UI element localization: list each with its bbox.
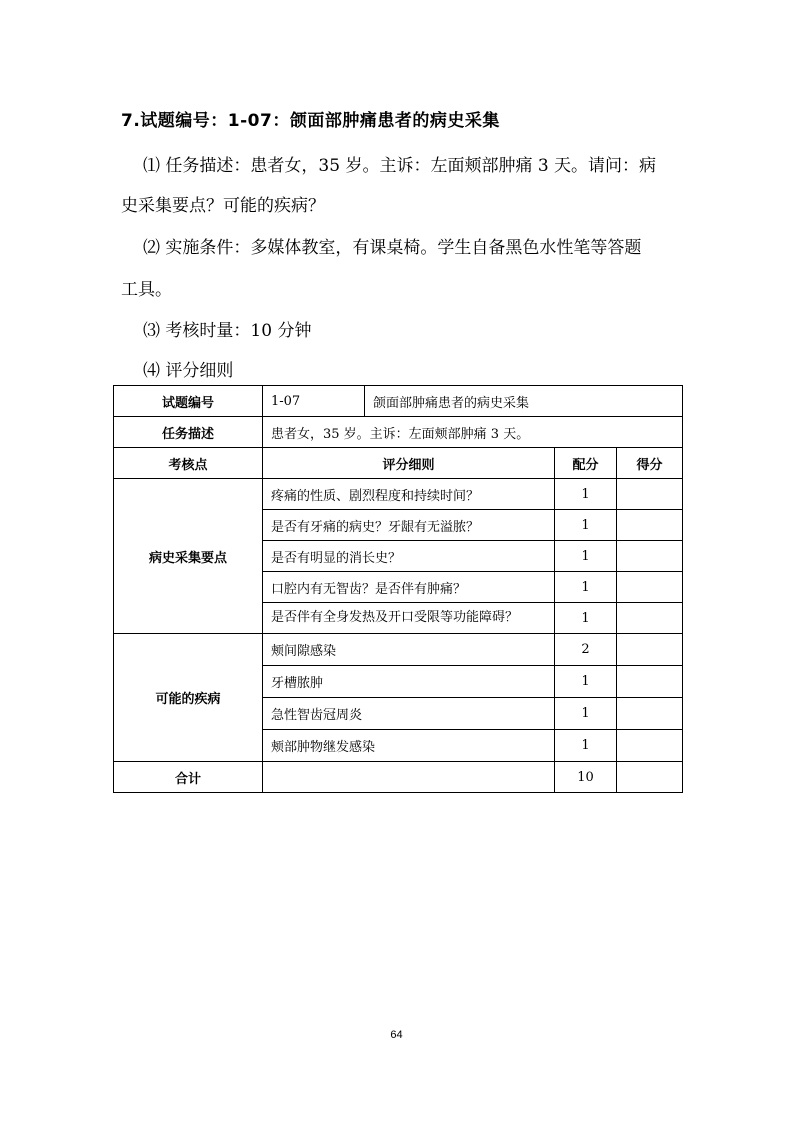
scoring-table — [113, 385, 683, 793]
criterion-score: 1 — [555, 479, 617, 510]
criterion-score: 2 — [555, 634, 617, 666]
header-got: 得分 — [617, 448, 683, 479]
total-score-cell: 10 — [555, 762, 617, 793]
criterion-score: 1 — [555, 730, 617, 762]
total-label-cell: 合计 — [114, 762, 263, 793]
score-obtained-cell — [617, 572, 683, 603]
score-obtained-cell — [617, 541, 683, 572]
task-description-line1: ⑴ 任务描述：患者女，35 岁。主诉：左面颊部肿痛 3 天。请问：病 — [143, 156, 657, 176]
criterion-score: 1 — [555, 666, 617, 698]
topic-cell: 颌面部肿痛患者的病史采集 — [365, 386, 683, 417]
id-value-cell: 1-07 — [263, 386, 365, 417]
criterion-text: 是否有明显的消长史？ — [263, 541, 555, 572]
conditions-line1: ⑵ 实施条件：多媒体教室，有课桌椅。学生自备黑色水性笔等答题 — [143, 238, 642, 258]
group-label-history: 病史采集要点 — [114, 479, 263, 634]
criterion-score: 1 — [555, 698, 617, 730]
criterion-text: 急性智齿冠周炎 — [263, 698, 555, 730]
score-obtained-cell — [617, 479, 683, 510]
table-header-row — [114, 448, 683, 479]
page-number: 64 — [390, 1029, 403, 1041]
score-obtained-cell — [617, 603, 683, 634]
header-detail: 评分细则 — [263, 448, 555, 479]
criterion-text: 是否有牙痛的病史？牙龈有无溢脓？ — [263, 510, 555, 541]
rubric-heading: ⑷ 评分细则 — [143, 361, 234, 381]
criterion-score: 1 — [555, 572, 617, 603]
conditions-line2: 工具。 — [121, 280, 172, 300]
exam-duration: ⑶ 考核时量：10 分钟 — [143, 321, 312, 341]
criterion-text: 牙槽脓肿 — [263, 666, 555, 698]
header-score: 配分 — [555, 448, 617, 479]
criterion-text: 颊间隙感染 — [263, 634, 555, 666]
total-empty-cell — [263, 762, 555, 793]
criterion-score: 1 — [555, 603, 617, 634]
criterion-text: 颊部肿物继发感染 — [263, 730, 555, 762]
group-label-diseases: 可能的疾病 — [114, 634, 263, 762]
id-label-cell: 试题编号 — [114, 386, 263, 417]
task-description-line2: 史采集要点？可能的疾病？ — [121, 196, 325, 216]
criterion-text: 口腔内有无智齿？是否伴有肿痛？ — [263, 572, 555, 603]
score-obtained-cell — [617, 666, 683, 698]
criterion-text: 疼痛的性质、剧烈程度和持续时间？ — [263, 479, 555, 510]
desc-label-cell: 任务描述 — [114, 417, 263, 448]
table-row — [114, 634, 683, 666]
table-row — [114, 417, 683, 448]
table-row — [114, 386, 683, 417]
table-row — [114, 479, 683, 510]
criterion-score: 1 — [555, 541, 617, 572]
criterion-score: 1 — [555, 510, 617, 541]
score-obtained-cell — [617, 698, 683, 730]
desc-value-cell: 患者女，35 岁。主诉：左面颊部肿痛 3 天。 — [263, 417, 683, 448]
criterion-text: 是否伴有全身发热及开口受限等功能障碍？ — [263, 603, 555, 634]
score-obtained-cell — [617, 730, 683, 762]
header-point: 考核点 — [114, 448, 263, 479]
question-heading: 7.试题编号：1-07：颌面部肿痛患者的病史采集 — [121, 111, 500, 131]
score-obtained-cell — [617, 510, 683, 541]
total-obtained-cell — [617, 762, 683, 793]
score-obtained-cell — [617, 634, 683, 666]
table-total-row — [114, 762, 683, 793]
